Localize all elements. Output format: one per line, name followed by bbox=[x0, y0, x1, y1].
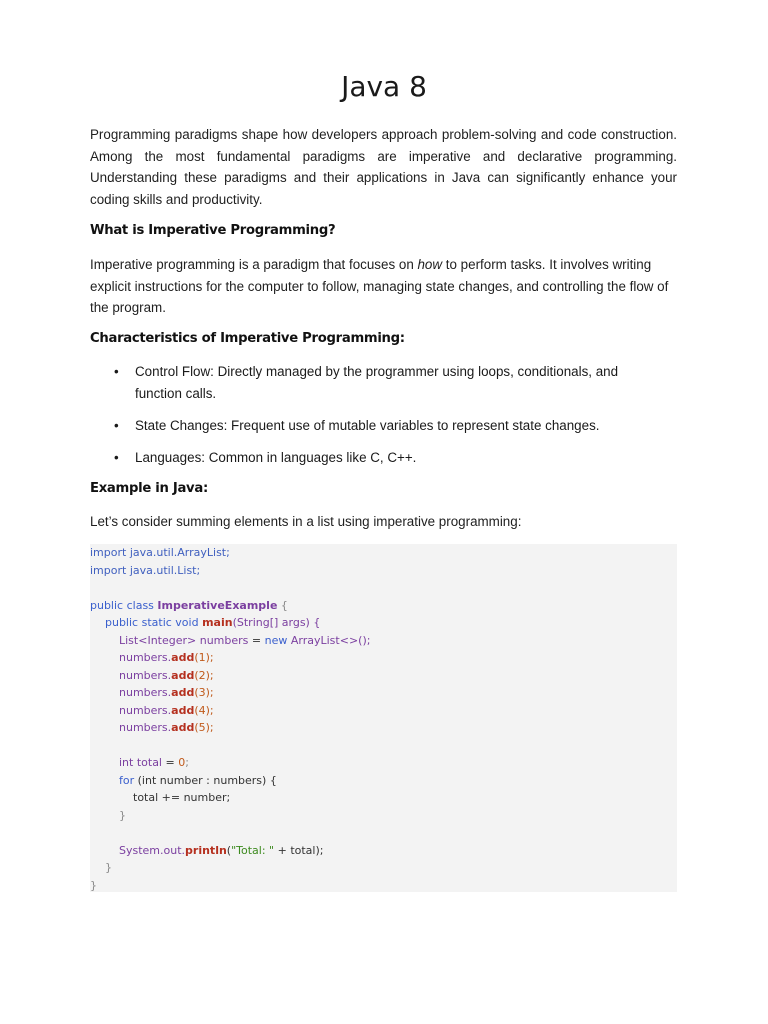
code-line: } bbox=[119, 808, 126, 822]
code-line: total += number; bbox=[133, 791, 231, 804]
code-line: numbers.add(5); bbox=[119, 721, 214, 734]
code-line: public static void main(String[] args) { bbox=[105, 616, 321, 629]
emphasis-how: how bbox=[417, 257, 443, 272]
code-line: List<Integer> numbers = new ArrayList<>(); bbox=[119, 633, 371, 647]
bullet-icon: • bbox=[114, 450, 119, 465]
section-heading-characteristics: Characteristics of Imperative Programming: bbox=[90, 331, 405, 346]
list-item: • Control Flow: Directly managed by the programmer using loops, conditionals, and function calls. bbox=[90, 361, 677, 404]
code-line: for (int number : numbers) { bbox=[119, 773, 277, 787]
code-line: numbers.add(2); bbox=[119, 668, 214, 682]
code-line: System.out.println("Total: " + total); bbox=[119, 843, 324, 857]
list-item: • Languages: Common in languages like C, C++. bbox=[90, 447, 677, 469]
intro-paragraph: Programming paradigms shape how developers approach problem-solving and code construction. Among the most fundamental paradigms are imperative and declarative programming. Understanding these paradigms and their applications in Java can significantly enhance your coding skills and productivity. bbox=[90, 127, 677, 208]
bullet-icon: • bbox=[114, 418, 119, 433]
code-block bbox=[90, 544, 677, 892]
code-line: numbers.add(3); bbox=[119, 686, 214, 699]
code-line: int total = 0; bbox=[119, 756, 189, 769]
code-line: numbers.add(4); bbox=[119, 703, 214, 717]
code-line: numbers.add(1); bbox=[119, 651, 214, 664]
bullet-icon: • bbox=[114, 364, 119, 379]
section-heading-imperative: What is Imperative Programming? bbox=[90, 223, 336, 238]
example-intro-paragraph: Let’s consider summing elements in a list using imperative programming: bbox=[90, 514, 522, 529]
code-line: import java.util.List; bbox=[90, 563, 201, 577]
page-title: Java 8 bbox=[341, 70, 427, 103]
section-heading-example: Example in Java: bbox=[90, 481, 208, 496]
code-line: } bbox=[105, 861, 112, 874]
code-line: import java.util.ArrayList; bbox=[90, 546, 230, 559]
imperative-definition-paragraph: Imperative programming is a paradigm that focuses on how to perform tasks. It involves writing explicit instructions for the computer to follow, managing state changes, and controlling the flow of the program. bbox=[90, 257, 669, 316]
list-item: • State Changes: Frequent use of mutable variables to represent state changes. bbox=[90, 415, 677, 437]
code-line: public class ImperativeExample { bbox=[90, 598, 288, 612]
code-line: } bbox=[90, 878, 97, 892]
